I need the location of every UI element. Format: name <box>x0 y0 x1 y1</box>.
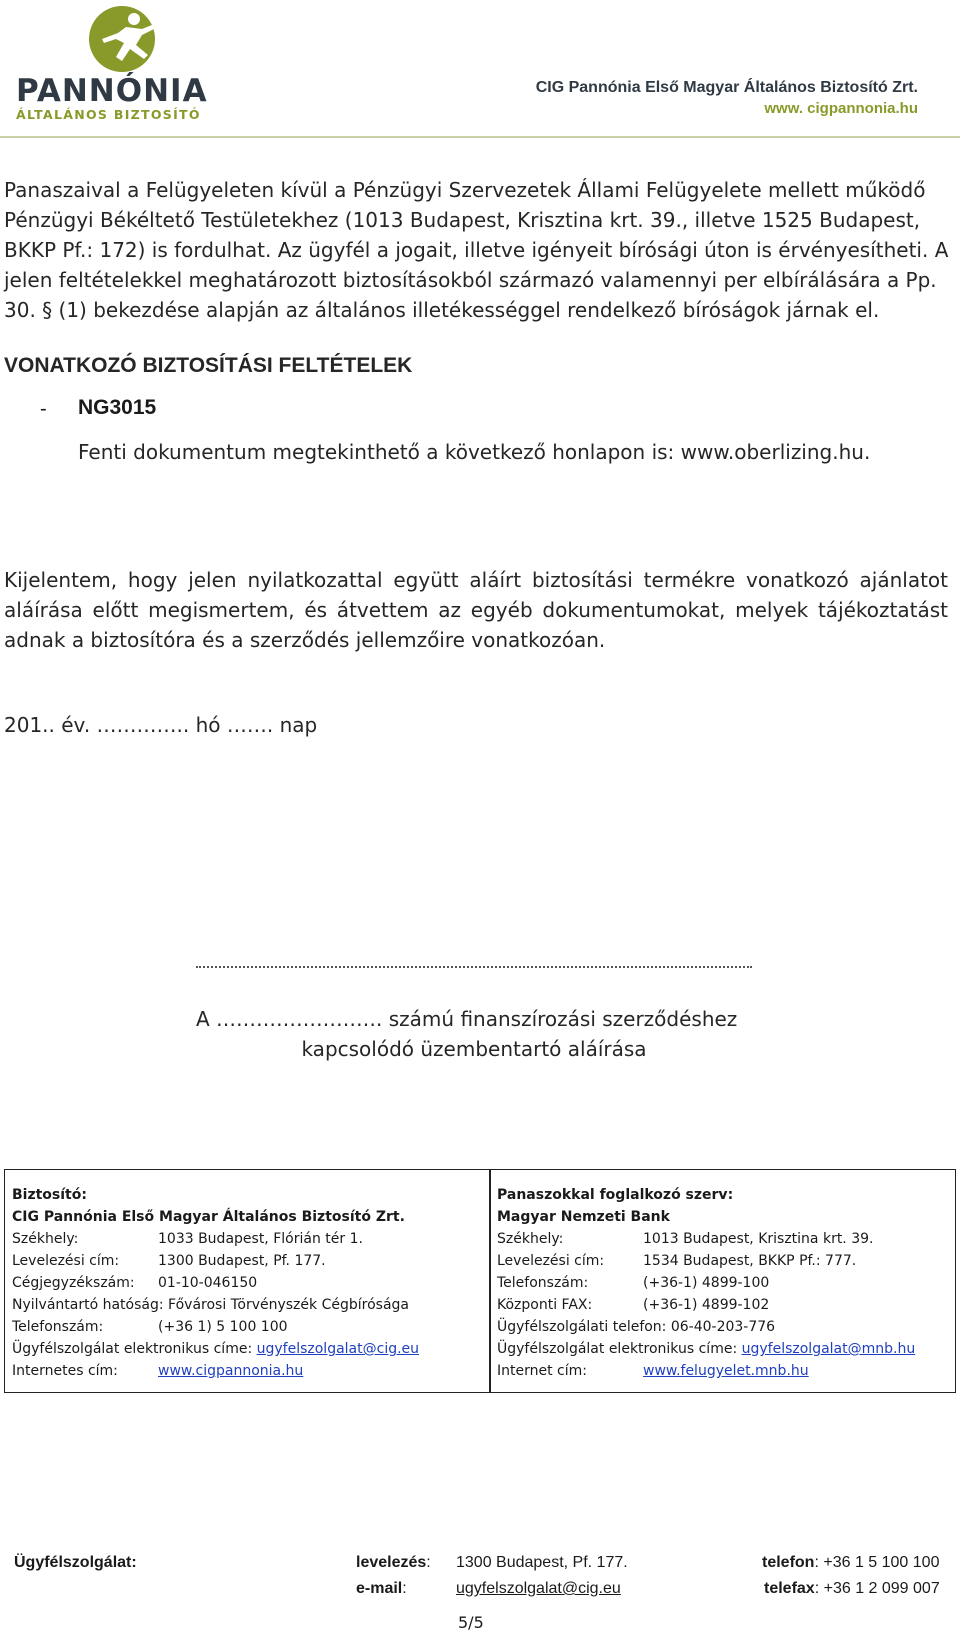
runner-logo-icon <box>64 5 204 75</box>
email-row: Ügyfélszolgálat elektronikus címe: ugyfelszolgalat@cig.eu <box>12 1341 420 1357</box>
footer-email-label: e-mail: <box>356 1580 407 1597</box>
footer-phone: telefon: +36 1 5 100 100 <box>762 1554 940 1571</box>
footer-post-value: 1300 Budapest, Pf. 177. <box>456 1554 628 1571</box>
footer-post-label: levelezés: <box>356 1554 431 1571</box>
footer-service-label: Ügyfélszolgálat: <box>14 1554 137 1571</box>
insurer-web-link[interactable]: www.cigpannonia.hu <box>158 1363 304 1379</box>
company-header <box>536 78 918 118</box>
list-bullet: - <box>40 398 47 420</box>
info-row: Levelezési cím: 1300 Budapest, Pf. 177. <box>12 1253 326 1269</box>
authority-email-link[interactable]: ugyfelszolgalat@mnb.hu <box>741 1341 916 1357</box>
pannonia-logo <box>14 5 214 120</box>
info-row: Telefonszám: (+36 1) 5 100 100 <box>12 1319 288 1335</box>
logo-wordmark: PANNÓNIA <box>16 73 208 109</box>
authority-name: Magyar Nemzeti Bank <box>497 1209 670 1225</box>
insurer-title: Biztosító: <box>12 1187 87 1203</box>
declaration-paragraph: Kijelentem, hogy jelen nyilatkozattal együtt aláírt biztosítási termékre vonatkozó ajánlatot aláírása előtt megismertem, és átvettem az egyéb dokumentumokat, melyek tájékoztatást adnak a biztosítóra és a szerződés jellemzőire vonatkozóan. <box>4 568 948 652</box>
insurer-name: CIG Pannónia Első Magyar Általános Biztosító Zrt. <box>12 1209 405 1225</box>
authority-info <box>497 1184 915 1382</box>
info-row: Cégjegyzékszám: 01-10-046150 <box>12 1275 258 1291</box>
authority-title: Panaszokkal foglalkozó szerv: <box>497 1187 734 1203</box>
contact-info-box <box>4 1169 956 1393</box>
info-row: Székhely: 1033 Budapest, Flórián tér 1. <box>12 1231 363 1247</box>
footer-email-link[interactable]: ugyfelszolgalat@cig.eu <box>456 1580 621 1597</box>
authority-web-link[interactable]: www.felugyelet.mnb.hu <box>643 1363 809 1379</box>
footer-fax: telefax: +36 1 2 099 007 <box>764 1580 940 1597</box>
email-row: Ügyfélszolgálat elektronikus címe: ugyfelszolgalat@mnb.hu <box>497 1341 916 1357</box>
insurer-info <box>12 1184 419 1382</box>
info-row: Levelezési cím: 1534 Budapest, BKKP Pf.: 777. <box>497 1253 857 1269</box>
date-line: 201.. év. ………….. hó ……. nap <box>4 713 318 737</box>
condition-code: NG3015 <box>78 396 157 419</box>
company-name: CIG Pannónia Első Magyar Általános Biztosító Zrt. <box>535 79 918 96</box>
web-row: Internetes cím: www.cigpannonia.hu <box>12 1363 304 1379</box>
service-phone-row: Ügyfélszolgálati telefon: 06-40-203-776 <box>497 1319 776 1335</box>
signature-caption-1: A ……………………. számú finanszírozási szerződéshez <box>196 1007 738 1031</box>
insurer-email-link[interactable]: ugyfelszolgalat@cig.eu <box>256 1341 420 1357</box>
complaints-paragraph: Panaszaival a Felügyeleten kívül a Pénzügyi Szervezetek Állami Felügyelete mellett működő Pénzügyi Békéltető Testületekhez (1013 Budapest, Krisztina krt. 39., illetve 1525 Budapest, BKKP Pf.: 172) is fordulhat. Az ügyfél a jogait, illetve igényeit bírósági úton is érvényesítheti. A jelen feltételekkel meghatározott biztosításokból származó valamennyi per elbírálására a Pp. 30. § (1) bekezdése alapján az általános illetékességgel rendelkező bíróságok járnak el. <box>4 178 949 322</box>
page-number: 5/5 <box>458 1613 484 1632</box>
company-website[interactable]: www. cigpannonia.hu <box>764 99 918 117</box>
document-notice: Fenti dokumentum megtekinthető a következő honlapon is: www.oberlizing.hu. <box>78 440 871 464</box>
info-row: Székhely: 1013 Budapest, Krisztina krt. 39. <box>497 1231 874 1247</box>
header-rule <box>0 136 960 138</box>
section-heading: VONATKOZÓ BIZTOSÍTÁSI FELTÉTELEK <box>4 354 413 377</box>
signature-line <box>196 966 752 968</box>
info-row: Telefonszám: (+36-1) 4899-100 <box>497 1275 770 1291</box>
web-row: Internet cím: www.felugyelet.mnb.hu <box>497 1363 809 1379</box>
logo-subtitle: ÁLTALÁNOS BIZTOSÍTÓ <box>16 107 201 122</box>
authority-row: Nyilvántartó hatóság: Fővárosi Törvényszék Cégbírósága <box>12 1297 409 1313</box>
info-row: Központi FAX: (+36-1) 4899-102 <box>497 1297 770 1313</box>
signature-caption-2: kapcsolódó üzembentartó aláírása <box>301 1037 647 1061</box>
box-divider <box>489 1170 491 1392</box>
